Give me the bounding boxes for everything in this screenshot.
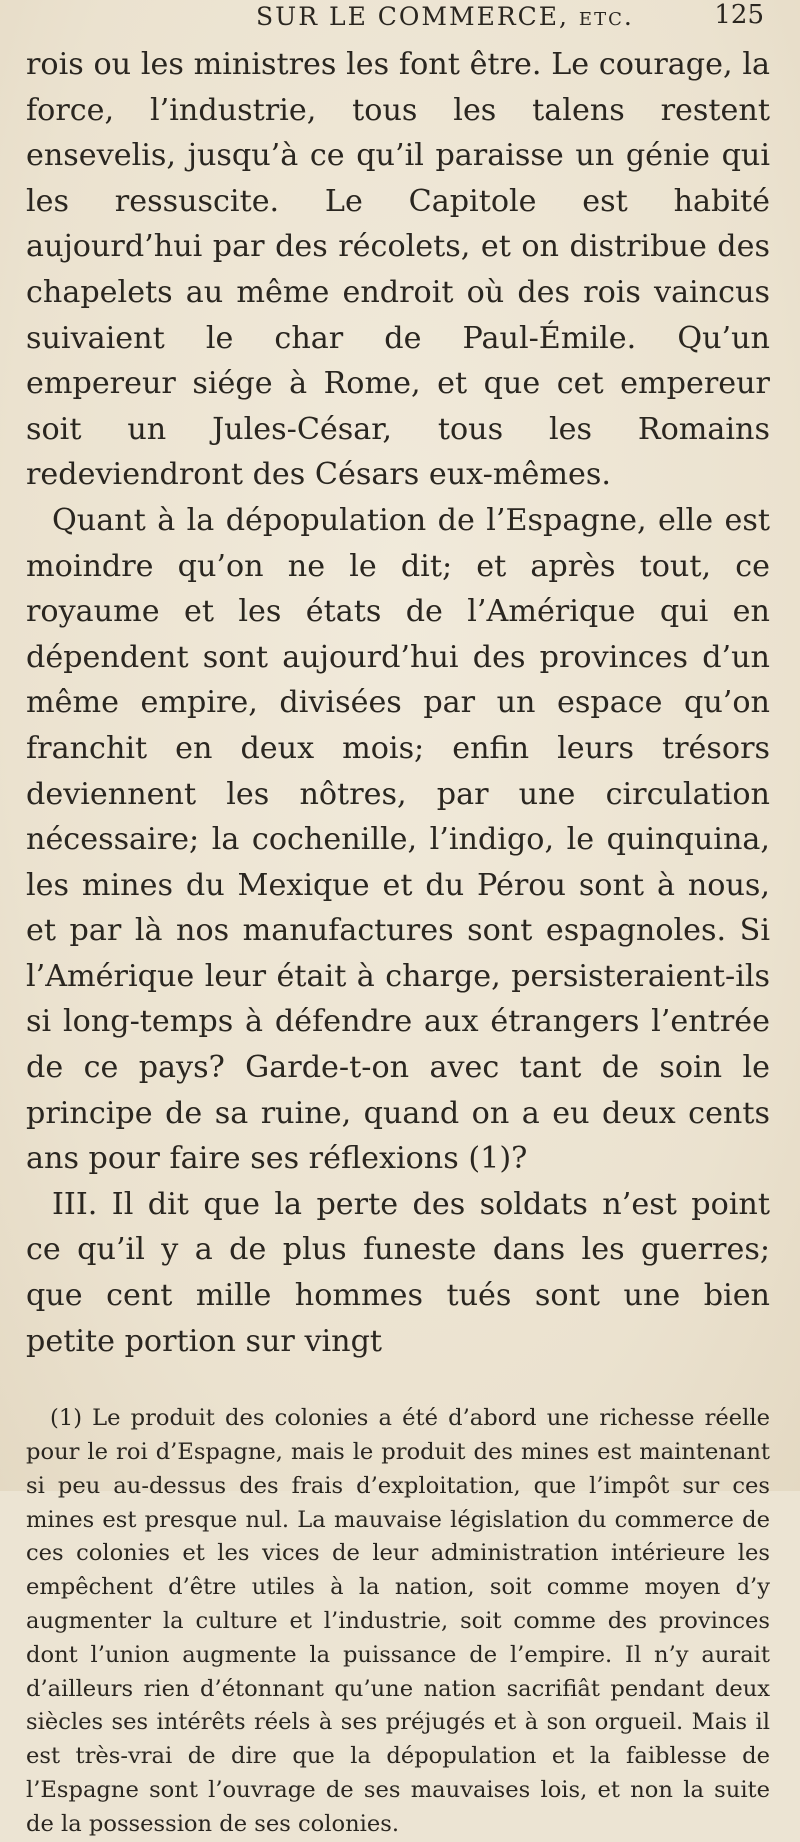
page-number: 125 [714,0,764,30]
paragraph-section-iii: III. Il dit que la perte des soldats n’est point ce qu’il y a de plus funeste dans les guerres; que cent mille hommes tués sont une bien petite portion sur vingt [26,1186,770,1359]
footnote-1: (1) Le produit des colonies a été d’abord une richesse réelle pour le roi d’Espagne, mais le produit des mines est maintenant si peu au-dessus des frais d’exploitation, que l’impôt sur ces mines est presque nul. La mauvaise législation du commerce de ces colonies et les vices de leur administration intérieure les empêchent d’être utiles à la nation, soit comme moyen d’y augmenter la culture et l’industrie, soit comme des provinces dont l’union augmente la puissance de l’empire. Il n’y aurait d’ailleurs rien d’étonnant qu’une nation sacrifiât pendant deux siècles ses intérêts réels à ses préjugés et à son orgueil. Mais il est très-vrai de dire que la dépopulation et la faiblesse de l’Espagne sont l’ouvrage de ses mauvaises lois, et non la suite de la possession de ses colonies. [26,1405,770,1837]
running-title: SUR LE COMMERCE, etc. [256,2,634,31]
paragraph-continued: rois ou les ministres les font être. Le courage, la force, l’industrie, tous les talens restent ensevelis, jusqu’à ce qu’il paraisse un génie qui les ressuscite. Le Capitole est habité aujourd’hui par des récolets, et on distribue des chapelets au même endroit où des rois vaincus suivaient le char de Paul-Émile. Qu’un empereur siége à Rome, et que cet empereur soit un Jules-César, tous les Romains redeviendront des Césars eux-mêmes. [26,47,770,493]
running-head [26,0,770,42]
main-text [26,42,770,1364]
paragraph-depopulation: Quant à la dépopulation de l’Espagne, elle est moindre qu’on ne le dit; et après tout, ce royaume et les états de l’Amérique qui en dépendent sont aujourd’hui des provinces d’un même empire, divisées par un espace qu’on franchit en deux mois; enfin leurs trésors deviennent les nôtres, par une circulation nécessaire; la cochenille, l’indigo, le quinquina, les mines du Mexique et du Pérou sont à nous, et par là nos manufactures sont espagnoles. Si l’Amérique leur était à charge, persisteraient-ils si long-temps à défendre aux étrangers l’entrée de ce pays? Garde-t-on avec tant de soin le principe de sa ruine, quand on a eu deux cents ans pour faire ses réflexions (1)? [26,502,770,1177]
footnote-separator [26,1364,770,1402]
footnotes [26,1402,770,1841]
